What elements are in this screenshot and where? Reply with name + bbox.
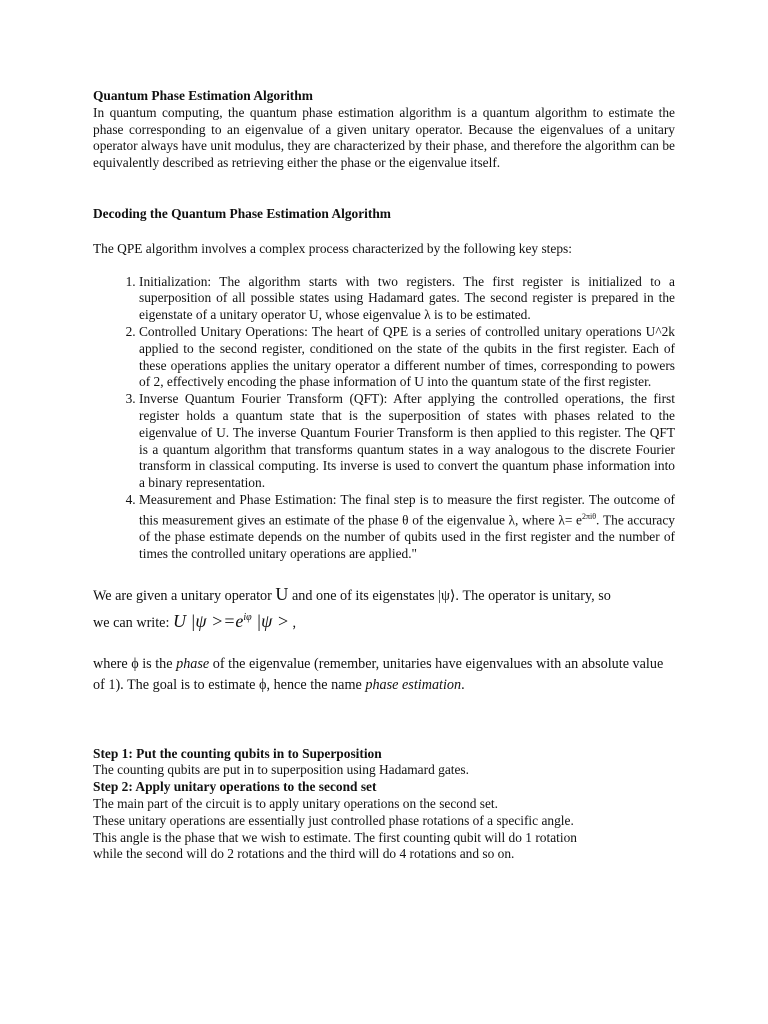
list-item: 1. Initialization: The algorithm starts with two registers. The first register is initialized to a superposition of all possible states using Hadamard gates. The second register is prepared in the eigenstate of a unitary operator U, whose eigenvalue λ is to be estimated. — [139, 274, 675, 324]
where-paragraph: where ϕ is the phase of the eigenvalue (remember, unitaries have eigenvalues with an absolute value of 1). The goal is to estimate ϕ, hence the name phase estimation. — [93, 655, 664, 693]
list-item — [139, 492, 675, 563]
intro-paragraph: In quantum computing, the quantum phase estimation algorithm is a quantum algorithm to estimate the phase corresponding to an eigenvalue of a given unitary operator. Because the eigenvalues of a unitary operator always have unit modulus, they are characterized by their phase, and therefore the algorithm can be equivalently described as retrieving either the phase or the eigenvalue itself. — [93, 104, 675, 171]
document-page — [93, 88, 675, 863]
eigen-equation: U $|\psi >=e^{i\varphi}$ |ψ > — [172, 610, 289, 631]
list-item: 3. Inverse Quantum Fourier Transform (QFT): After applying the controlled operations, the first register holds a quantum state that is the superposition of states with phases related to the eigenvalue of U. The inverse Quantum Fourier Transform is then applied to this register. The QFT is a quantum algorithm that transforms quantum states in a way analogous to the discrete Fourier transform in classical computing. Its inverse is used to convert the quantum phase information into a binary representation. — [139, 391, 675, 492]
eq-text-3: we can write: — [93, 614, 173, 631]
step4-text-a: Measurement and Phase Estimation: The final step is to measure the first register. The outcome of this measurement gives an estimate of the phase θ of the eigenvalue λ, where λ= e — [139, 491, 675, 528]
phase-emphasis: phase — [176, 655, 210, 672]
eq-text-2: and one of its eigenstates |ψ⟩. The operator is unitary, so — [288, 587, 611, 604]
section-title: Decoding the Quantum Phase Estimation Algorithm — [93, 205, 391, 221]
step1-text: The counting qubits are put in to superposition using Hadamard gates. — [93, 762, 469, 778]
step1-heading: Step 1: Put the counting qubits in to Superposition — [93, 745, 382, 761]
lead-paragraph: The QPE algorithm involves a complex process characterized by the following key steps: — [93, 240, 572, 256]
phase-estimation-emphasis: phase estimation — [365, 676, 462, 693]
step4-superscript: 2πiθ — [581, 511, 597, 521]
step4-text-b: . The accuracy of the phase estimate depends on the number of qubits used in the first register and the number of times the controlled unitary operations are applied." — [139, 512, 675, 561]
step2-line: This angle is the phase that we wish to estimate. The first counting qubit will do 1 rotation — [93, 829, 577, 845]
page-title: Quantum Phase Estimation Algorithm — [93, 88, 313, 103]
step2-line: These unitary operations are essentially just controlled phase rotations of a specific angle. — [93, 812, 574, 828]
step2-line: The main part of the circuit is to apply unitary operations on the second set. — [93, 795, 498, 811]
operator-symbol: U — [275, 583, 289, 604]
step2-heading: Step 2: Apply unitary operations to the second set — [93, 779, 377, 795]
equation-paragraph — [93, 584, 675, 634]
steps-list — [93, 274, 675, 563]
list-item: 2. Controlled Unitary Operations: The heart of QPE is a series of controlled unitary operations U^2k applied to the second register, conditioned on the state of the qubits in the first register. Each of these operations applies the unitary operator a different number of times, corresponding to powers of 2, effectively encoding the phase information of U into the quantum state of the first register. — [139, 324, 675, 391]
eq-comma: , — [288, 614, 297, 631]
steps-section — [93, 746, 675, 864]
step2-line: while the second will do 2 rotations and the third will do 4 rotations and so on. — [93, 846, 515, 862]
eq-text-1: We are given a unitary operator — [93, 587, 276, 604]
